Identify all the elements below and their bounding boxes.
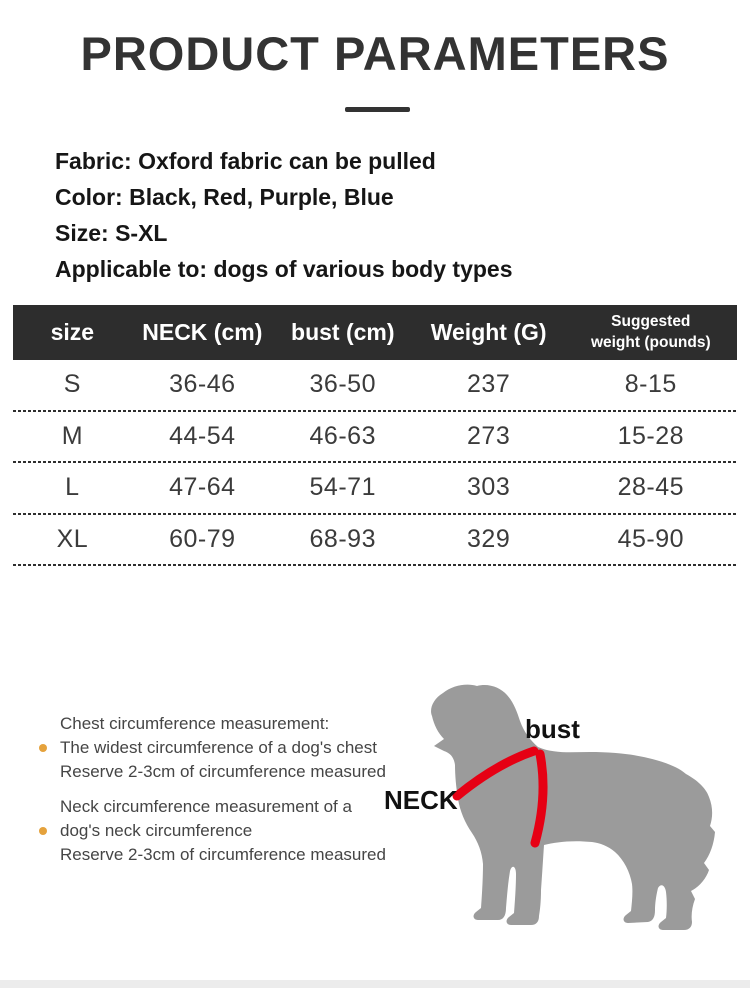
cell-weight: 303 <box>467 473 511 502</box>
cell-weight: 329 <box>467 524 511 553</box>
bullet-col <box>36 744 60 752</box>
bullet-col <box>36 827 60 835</box>
cell-bust: 36-50 <box>309 370 376 399</box>
cell-neck: 44-54 <box>169 421 236 450</box>
spec-line-size: Size: S-XL <box>55 220 168 246</box>
measurement-notes <box>36 712 406 878</box>
note-chest <box>36 712 406 784</box>
cell-neck: 47-64 <box>169 473 236 502</box>
table-row-m <box>13 412 737 462</box>
row-separator <box>13 564 737 566</box>
cell-size: L <box>65 473 80 502</box>
spec-line-color: Color: Black, Red, Purple, Blue <box>55 184 394 210</box>
header-cell-suggested-weight: Suggested weight (pounds) <box>590 313 711 351</box>
spec-line-fabric: Fabric: Oxford fabric can be pulled <box>55 148 436 174</box>
cell-size: XL <box>56 524 89 553</box>
cell-size: S <box>63 370 81 399</box>
cell-bust: 68-93 <box>309 524 376 553</box>
header-cell-size: size <box>50 319 95 345</box>
bullet-icon <box>39 827 47 835</box>
cell-neck: 60-79 <box>169 524 236 553</box>
table-header-row <box>13 305 737 360</box>
cell-neck: 36-46 <box>169 370 236 399</box>
header-cell-neck: NECK (cm) <box>142 319 263 345</box>
bullet-icon <box>39 744 47 752</box>
note-line: Reserve 2-3cm of circumference measured <box>60 845 386 864</box>
cell-weight: 237 <box>467 370 511 399</box>
cell-suggested: 28-45 <box>617 473 685 502</box>
cell-suggested: 45-90 <box>617 524 685 553</box>
table-row-xl <box>13 515 737 565</box>
note-line: The widest circumference of a dog's chest <box>60 738 377 757</box>
size-table <box>13 305 737 566</box>
neck-label: NECK <box>384 785 458 815</box>
header-cell-bust: bust (cm) <box>291 319 395 345</box>
page-title: PRODUCT PARAMETERS <box>80 27 670 80</box>
bottom-strip <box>0 980 750 988</box>
note-neck <box>36 795 406 867</box>
dog-silhouette-icon <box>420 680 750 945</box>
cell-bust: 54-71 <box>309 473 376 502</box>
product-specs <box>55 143 513 287</box>
header-cell-weight: Weight (G) <box>430 319 547 345</box>
note-line: Reserve 2-3cm of circumference measured <box>60 762 386 781</box>
bust-label: bust <box>525 714 580 744</box>
title-underline <box>345 107 410 112</box>
table-row-s <box>13 360 737 410</box>
table-row-l <box>13 463 737 513</box>
cell-suggested: 8-15 <box>624 370 677 399</box>
note-line: Chest circumference measurement: <box>60 714 330 733</box>
cell-bust: 46-63 <box>309 421 376 450</box>
spec-line-applicable: Applicable to: dogs of various body types <box>55 256 513 282</box>
cell-size: M <box>61 421 84 450</box>
note-line: dog's neck circumference <box>60 821 253 840</box>
cell-weight: 273 <box>467 421 511 450</box>
cell-suggested: 15-28 <box>617 421 685 450</box>
note-line: Neck circumference measurement of a <box>60 797 352 816</box>
